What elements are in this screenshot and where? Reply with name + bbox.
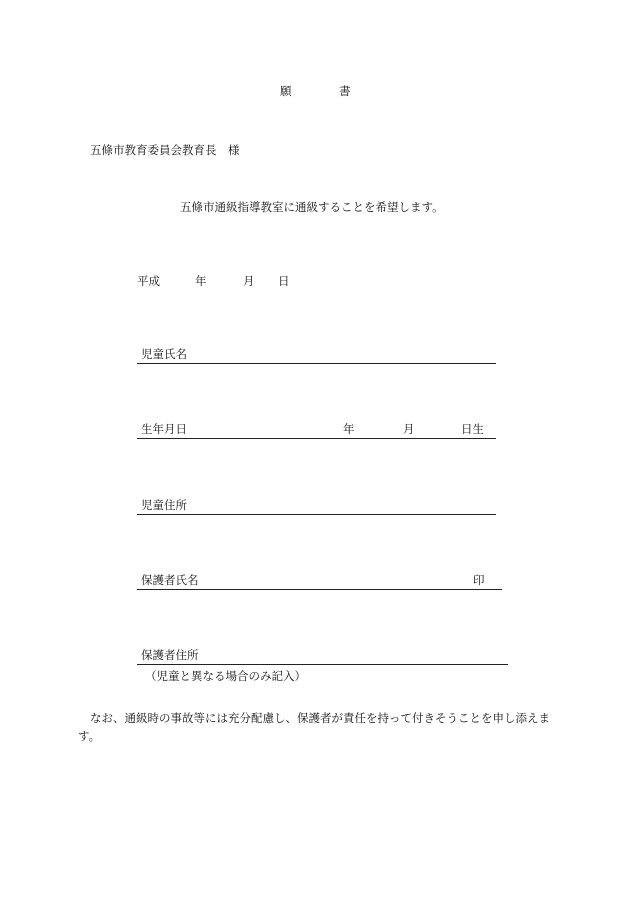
birthdate-year: 年 xyxy=(343,422,355,436)
request-statement: 五條市通級指導教室に通級することを希望します。 xyxy=(180,200,444,214)
date-day: 日 xyxy=(278,274,290,288)
guardian-address-label: 保護者住所 xyxy=(141,648,199,662)
birthdate-label: 生年月日 xyxy=(141,422,187,436)
guardian-name-field[interactable] xyxy=(137,573,502,590)
child-name-field[interactable] xyxy=(137,347,496,364)
birthdate-day: 日生 xyxy=(461,422,484,436)
birthdate-month: 月 xyxy=(403,422,415,436)
title-char-1: 願 xyxy=(280,84,292,98)
guardian-name-label: 保護者氏名 xyxy=(141,573,199,587)
birthdate-field[interactable] xyxy=(137,422,496,439)
date-month: 月 xyxy=(243,274,255,288)
addressee: 五條市教育委員会教育長 様 xyxy=(90,143,240,157)
guardian-address-field[interactable] xyxy=(137,648,508,665)
guardian-address-note: （児童と異なる場合のみ記入） xyxy=(145,669,306,683)
date-year: 年 xyxy=(195,274,207,288)
title-char-2: 書 xyxy=(339,84,351,98)
seal-mark: 印 xyxy=(473,573,485,587)
date-era: 平成 xyxy=(137,274,160,288)
closing-note: なお、通級時の事故等には充分配慮し、保護者が責任を持って付きそうことを申し添えます。 xyxy=(78,711,550,743)
child-name-label: 児童氏名 xyxy=(141,347,187,361)
child-address-field[interactable] xyxy=(137,498,496,515)
child-address-label: 児童住所 xyxy=(141,498,187,512)
